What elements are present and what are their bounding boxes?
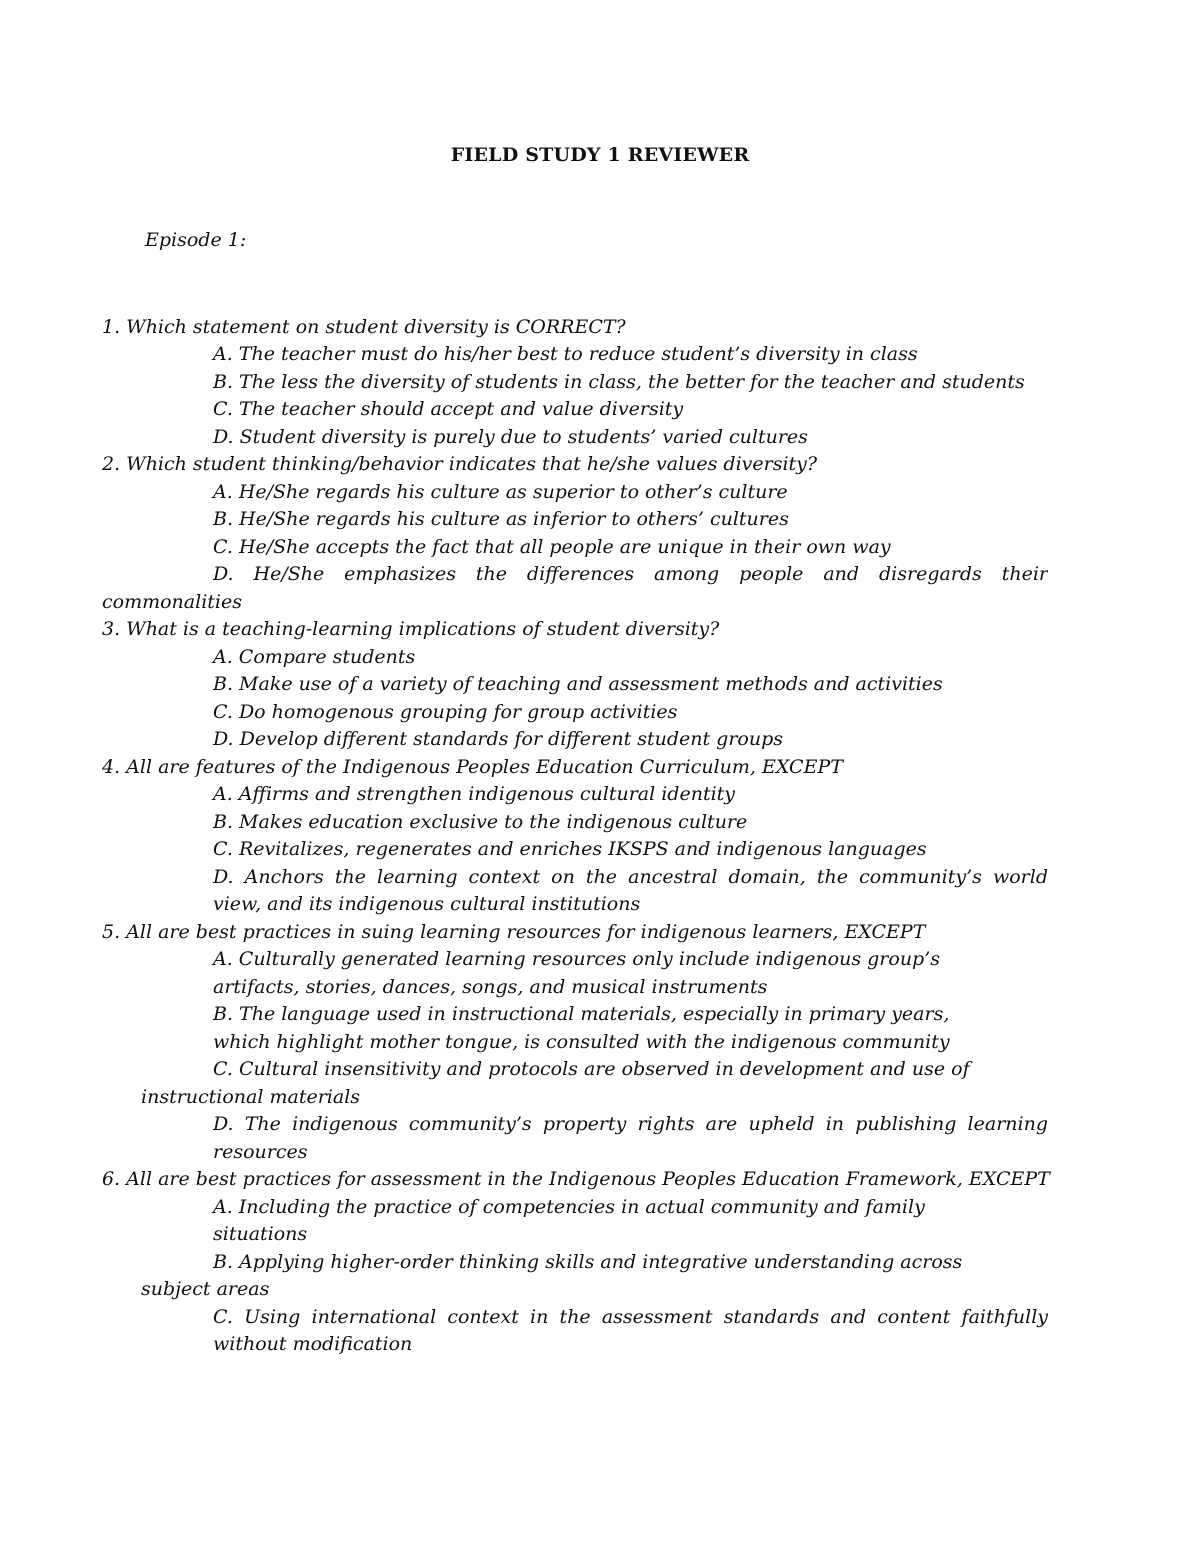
question-2-option-d-line1: D. He/She emphasizes the differences among people and disregards their	[213, 563, 1048, 585]
question-1-stem: 1. Which statement on student diversity is CORRECT?	[102, 316, 626, 338]
question-1-option-b: B. The less the diversity of students in class, the better for the teacher and students	[213, 371, 1025, 393]
question-4-option-a: A. Affirms and strengthen indigenous cultural identity	[213, 783, 736, 805]
question-2-stem: 2. Which student thinking/behavior indicates that he/she values diversity?	[102, 453, 818, 475]
question-3-option-a: A. Compare students	[213, 646, 416, 668]
question-6-option-c-line1: C. Using international context in the assessment standards and content faithfully	[213, 1306, 1048, 1328]
question-4-option-c: C. Revitalizes, regenerates and enriches IKSPS and indigenous languages	[213, 838, 927, 860]
question-2-option-c: C. He/She accepts the fact that all people are unique in their own way	[213, 536, 891, 558]
question-3-option-c: C. Do homogenous grouping for group activities	[213, 701, 678, 723]
question-3-option-b: B. Make use of a variety of teaching and assessment methods and activities	[213, 673, 943, 695]
question-3-stem: 3. What is a teaching-learning implications of student diversity?	[102, 618, 720, 640]
question-4-stem: 4. All are features of the Indigenous Peoples Education Curriculum, EXCEPT	[102, 756, 843, 778]
question-6-option-a-line2: situations	[213, 1223, 308, 1245]
question-3-option-d: D. Develop different standards for different student groups	[213, 728, 784, 750]
question-5-stem: 5. All are best practices in suing learning resources for indigenous learners, EXCEPT	[102, 921, 926, 943]
question-5-option-a-line1: A. Culturally generated learning resources only include indigenous group’s	[213, 948, 941, 970]
question-1-option-a: A. The teacher must do his/her best to reduce student’s diversity in class	[213, 343, 918, 365]
question-2-option-b: B. He/She regards his culture as inferior to others’ cultures	[213, 508, 789, 530]
question-6-option-c-line2: without modification	[213, 1333, 413, 1355]
question-6-option-b-line1: B. Applying higher-order thinking skills and integrative understanding across	[213, 1251, 963, 1273]
question-1-option-c: C. The teacher should accept and value diversity	[213, 398, 684, 420]
question-1-option-d: D. Student diversity is purely due to students’ varied cultures	[213, 426, 808, 448]
question-5-option-c-line1: C. Cultural insensitivity and protocols are observed in development and use of	[213, 1058, 970, 1080]
episode-label: Episode 1:	[145, 229, 247, 251]
question-2-option-d-line2: commonalities	[102, 591, 242, 613]
question-6-option-a-line1: A. Including the practice of competencies in actual community and family	[213, 1196, 925, 1218]
question-5-option-b-line2: which highlight mother tongue, is consulted with the indigenous community	[213, 1031, 950, 1053]
question-4-option-d-line2: view, and its indigenous cultural institutions	[213, 893, 641, 915]
question-5-option-b-line1: B. The language used in instructional materials, especially in primary years,	[213, 1003, 950, 1025]
question-4-option-b: B. Makes education exclusive to the indigenous culture	[213, 811, 748, 833]
question-6-stem: 6. All are best practices for assessment in the Indigenous Peoples Education Framework, EXCEPT	[102, 1168, 1050, 1190]
question-6-option-b-line2: subject areas	[141, 1278, 270, 1300]
question-5-option-a-line2: artifacts, stories, dances, songs, and musical instruments	[213, 976, 768, 998]
question-2-option-a: A. He/She regards his culture as superior to other’s culture	[213, 481, 788, 503]
question-5-option-d-line1: D. The indigenous community’s property rights are upheld in publishing learning	[213, 1113, 1048, 1135]
question-5-option-d-line2: resources	[213, 1141, 308, 1163]
question-4-option-d-line1: D. Anchors the learning context on the ancestral domain, the community’s world	[213, 866, 1048, 888]
question-5-option-c-line2: instructional materials	[141, 1086, 361, 1108]
document-title: FIELD STUDY 1 REVIEWER	[450, 144, 750, 166]
